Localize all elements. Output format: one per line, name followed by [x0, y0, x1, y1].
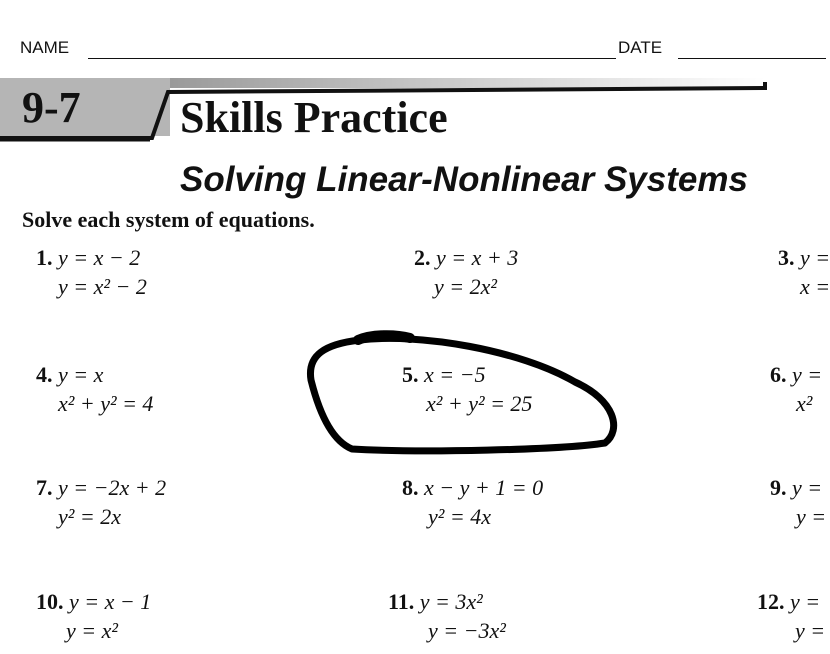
equation-1: y =: [800, 245, 830, 270]
instructions: Solve each system of equations.: [22, 207, 315, 232]
problem-number: 4.: [36, 362, 53, 387]
problem-number: 7.: [36, 475, 53, 500]
equation-2: x²: [796, 391, 813, 416]
equation-2: x² + y² = 4: [58, 391, 154, 416]
problem-number: 10.: [36, 589, 64, 614]
equation-1: y = x − 2: [58, 245, 141, 270]
problem-1: [36, 243, 147, 301]
equation-2: x =: [800, 274, 830, 299]
page-subtitle: Solving Linear-Nonlinear Systems: [180, 160, 748, 199]
problem-number: 5.: [402, 362, 419, 387]
problem-9: [770, 473, 826, 531]
problem-5: [402, 360, 532, 418]
problem-number: 8.: [402, 475, 419, 500]
name-field-line[interactable]: [88, 58, 616, 59]
equation-2: y = x² − 2: [58, 274, 147, 299]
equation-1: y = x − 1: [69, 589, 152, 614]
problem-number: 6.: [770, 362, 787, 387]
problem-6: [770, 360, 822, 418]
equation-1: x = −5: [424, 362, 486, 387]
problem-2: [414, 243, 518, 301]
equation-1: x − y + 1 = 0: [424, 475, 544, 500]
problem-12: [757, 587, 825, 645]
problem-number: 11.: [388, 589, 415, 614]
banner-stripe: [170, 78, 765, 88]
problem-8: [402, 473, 543, 531]
equation-1: y =: [790, 589, 821, 614]
equation-1: y =: [792, 475, 823, 500]
problem-7: [36, 473, 166, 531]
lesson-number: 9-7: [22, 83, 81, 132]
equation-2: y =: [795, 618, 826, 643]
problem-number: 3.: [778, 245, 795, 270]
problem-11: [388, 587, 506, 645]
problem-3: [778, 243, 830, 301]
problem-10: [36, 587, 151, 645]
problem-4: [36, 360, 153, 418]
equation-1: y = 3x²: [419, 589, 483, 614]
problem-number: 9.: [770, 475, 787, 500]
equation-2: y = 2x²: [434, 274, 497, 299]
problem-number: 1.: [36, 245, 53, 270]
equation-2: y = x²: [66, 618, 118, 643]
equation-2: x² + y² = 25: [426, 391, 533, 416]
problem-number: 12.: [757, 589, 785, 614]
equation-1: y = x: [58, 362, 104, 387]
equation-2: y² = 4x: [428, 504, 491, 529]
equation-1: y = x + 3: [436, 245, 519, 270]
equation-2: y =: [796, 504, 827, 529]
page-title: Skills Practice: [180, 93, 448, 142]
equation-1: y = −2x + 2: [58, 475, 167, 500]
problem-number: 2.: [414, 245, 431, 270]
date-field-line[interactable]: [678, 58, 826, 59]
equation-1: y =: [792, 362, 823, 387]
equation-2: y² = 2x: [58, 504, 121, 529]
equation-2: y = −3x²: [428, 618, 506, 643]
date-label: DATE: [618, 38, 663, 57]
name-label: NAME: [20, 38, 70, 57]
